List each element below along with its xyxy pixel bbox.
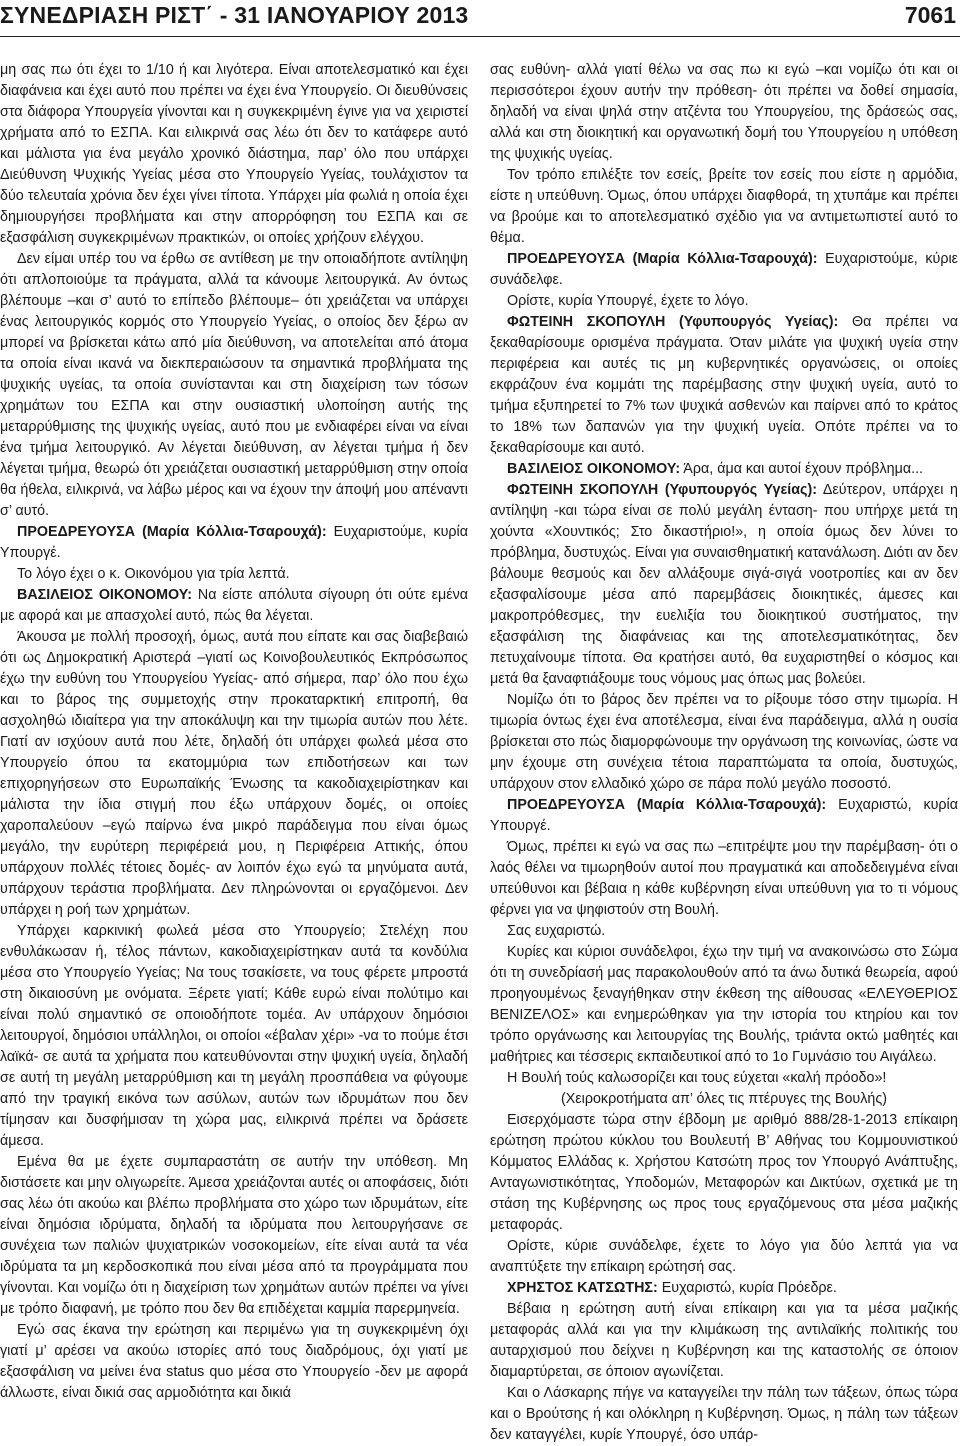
paragraph-text: Άρα, άμα και αυτοί έχουν πρόβλημα... xyxy=(680,461,924,477)
paragraph xyxy=(490,60,958,165)
paragraph-text: Ορίστε, κυρία Υπουργέ, έχετε το λόγο. xyxy=(507,293,749,309)
paragraph-text: Κυρίες και κύριοι συνάδελφοι, έχω την τιμή να ανακοινώσω στο Σώμα ότι τη συνεδρίασή μας παρακολουθούν από τα άνω δυτικά θεωρεία, αφού προηγουμένως ξεναγήθηκαν στην έκθεση της αίθουσας «ΕΛΕΥΘΕΡΙΟΣ ΒΕΝΙΖΕΛΟΣ» και ενημερώθηκαν για την ιστορία του κτηρίου και τον τρόπο οργάνωσης και λειτουργίας της Βουλής, τριάντα οκτώ μαθητές και μαθήτριες και τέσσερις εκπαιδευτικοί από το 1ο Γυμνάσιο του Αιγάλεω. xyxy=(490,944,958,1065)
speaker-name: ΦΩΤΕΙΝΗ ΣΚΟΠΟΥΛΗ (Υφυπουργός Υγείας): xyxy=(507,482,818,498)
paragraph xyxy=(0,585,468,627)
page-header xyxy=(0,0,960,30)
paragraph-text: Δεύτερον, υπάρχει η αντίληψη -και τώρα είναι σε πολύ μεγάλη ένταση- που υπήρχε μετά τη χούντα «Χουντικός; Στο δικαστήριο!», η οποία όμως δεν λύνει το πρόβλημα, δυστυχώς. Είναι για συναισθηματική κατανάλωση. Διότι αν δεν βάλουμε θεσμούς και δεν αλλάξουμε σιγά-σιγά νοοτροπίες και αν δεν εξασφαλίσουμε μέσα από παρεμβάσεις διοικητικές, άμεσες και μακροπρόθεσμες, την ευελιξία του διοικητικού συστήματος, την εξασφάλιση της διαφάνειας και της αποτελεσματικότητας, δεν πετυχαίνουμε τίποτα. Θα κρατήσει αυτό, θα ευχαριστηθεί ο κόσμος και μετά θα ξαναφτιάξουμε τους νόμους μας όπως μας βολεύει. xyxy=(490,482,958,687)
paragraph xyxy=(0,60,468,249)
paragraph xyxy=(490,690,958,795)
header-rule xyxy=(0,36,960,37)
paragraph-text: Θα πρέπει να ξεκαθαρίσουμε ορισμένα πράγματα. Όταν μιλάτε για ψυχική υγεία στην περιφέρεια και αυτές τις μη κυβερνητικές οργανώσεις, οι οποίες εκφράζουν ένα κομμάτι της παρέμβασης στην ψυχική υγεία, αυτό το τμήμα εξυπηρετεί το 7% των ψυχικά ασθενών και παίρνει από το κράτος το 18% των δαπανών για την ψυχική υγεία. Οπότε πρέπει να το ξεκαθαρίσουμε και αυτό. xyxy=(490,314,958,456)
speaker-name: ΦΩΤΕΙΝΗ ΣΚΟΠΟΥΛΗ (Υφυπουργός Υγείας): xyxy=(507,314,839,330)
speaker-name: ΠΡΟΕΔΡΕΥΟΥΣΑ (Μαρία Κόλλια-Τσαρουχά): xyxy=(507,251,818,267)
paragraph-text: Ευχαριστώ, κυρία Υπουργέ. xyxy=(490,797,958,834)
left-column xyxy=(0,60,468,1404)
paragraph xyxy=(490,459,958,480)
paragraph xyxy=(490,1110,958,1236)
paragraph xyxy=(490,480,958,690)
paragraph-text: (Χειροκροτήματα απ’ όλες τις πτέρυγες της Βουλής) xyxy=(561,1091,887,1107)
speaker-name: ΠΡΟΕΔΡΕΥΟΥΣΑ (Μαρία Κόλλια-Τσαρουχά): xyxy=(17,524,327,540)
paragraph xyxy=(490,795,958,837)
session-title: ΣΥΝΕΔΡΙΑΣΗ ΡΙΣΤ΄ - 31 ΙΑΝΟΥΑΡΙΟΥ 2013 xyxy=(0,2,469,28)
paragraph xyxy=(490,942,958,1068)
paragraph-text: σας ευθύνη- αλλά γιατί θέλω να σας πω κι εγώ –και νομίζω ότι και οι περισσότεροι έχουν αυτήν την πρόθεση- ότι πρέπει να δοθεί σημασία, δηλαδή να είναι ψηλά στην ατζέντα του Υπουργείου, της δράσεώς σας, αλλά και στη διοικητική και οργανωτική δομή του Υπουργείου η υπόθεση της ψυχικής υγείας. xyxy=(490,62,958,162)
paragraph-text: Ευχαριστούμε, κύριε συνάδελφε. xyxy=(490,251,958,288)
paragraph-text: Να είστε απόλυτα σίγουρη ότι ούτε εμένα με αφορά και με απασχολεί αυτό, πώς θα λέγεται. xyxy=(0,587,468,624)
paragraph xyxy=(0,921,468,1152)
paragraph xyxy=(490,1383,958,1446)
paragraph-text: Το λόγο έχει ο κ. Οικονόμου για τρία λεπτά. xyxy=(17,566,290,582)
paragraph-text: Σας ευχαριστώ. xyxy=(507,923,606,939)
paragraph-text: Βέβαια η ερώτηση αυτή είναι επίκαιρη και για τα μέσα μαζικής μεταφοράς αλλά και για την κλιμάκωση της αντιλαϊκής πολιτικής του αυταρχισμού που δείχνει η Κυβέρνηση και της καταστολής σε όποιον διαμαρτύρεται, σε όποιον αγωνίζεται. xyxy=(490,1301,958,1380)
paragraph-text: Εισερχόμαστε τώρα στην έβδομη με αριθμό 888/28-1-2013 επίκαιρη ερώτηση πρώτου κύκλου του Βουλευτή Β’ Αθήνας του Κομμουνιστικού Κόμματος Ελλάδας κ. Χρήστου Κατσώτη προς τον Υπουργό Ανάπτυξης, Ανταγωνιστικότητας, Υποδομών, Μεταφορών και Δικτύων, σχετικά με τη στάση της Κυβέρνησης ως προς τους εργαζόμενους στα μέσα μαζικής μεταφοράς. xyxy=(490,1112,958,1233)
paragraph xyxy=(0,564,468,585)
paragraph-text: μη σας πω ότι έχει το 1/10 ή και λιγότερα. Είναι αποτελεσματικό και έχει διαφάνεια και έχει αυτό που πρέπει να έχει ένα Υπουργείο. Οι διευθύνσεις στα διάφορα Υπουργεία γίνονται και η συγκεκριμένη έγινε για να χειριστεί χρήματα από το ΕΣΠΑ. Και ειλικρινά σας λέω ότι δεν το κατάφερε αυτό και μάλιστα για ένα μεγάλο χρονικό διάστημα, παρ’ όλο που υπάρχει Διεύθυνση Ψυχικής Υγείας μέσα στο Υπουργείο Υγείας, τουλάχιστον τα δύο τελευταία χρόνια δεν έχει γίνει τίποτα. Υπάρχει μία φωλιά η οποία έχει δημιουργήσει προβλήματα και στην απορρόφηση του ΕΣΠΑ και σε εξασφάλιση συγκεκριμένων πρακτικών, οι οποίες χρήζουν ελέγχου. xyxy=(0,62,468,246)
paragraph-text: Ευχαριστώ, κυρία Πρόεδρε. xyxy=(657,1280,837,1296)
speaker-name: ΒΑΣΙΛΕΙΟΣ ΟΙΚΟΝΟΜΟΥ: xyxy=(507,461,681,477)
paragraph xyxy=(490,1236,958,1278)
paragraph xyxy=(490,837,958,921)
paragraph xyxy=(490,1068,958,1089)
paragraph xyxy=(0,522,468,564)
speaker-name: ΒΑΣΙΛΕΙΟΣ ΟΙΚΟΝΟΜΟΥ: xyxy=(17,587,193,603)
paragraph-text: Ευχαριστούμε, κυρία Υπουργέ. xyxy=(0,524,468,561)
paragraph xyxy=(0,1152,468,1320)
paragraph xyxy=(490,312,958,459)
paragraph-text: Και ο Λάσκαρης πήγε να καταγγείλει την πάλη των τάξεων, όπως τώρα και ο Βρούτσης ή και ολόκληρη η Κυβέρνηση. Όμως, η πάλη των τάξεων δεν καταγγέλει, κυρίε Υπουργέ, όσο υπάρ- xyxy=(490,1385,958,1443)
speaker-name: ΧΡΗΣΤΟΣ ΚΑΤΣΩΤΗΣ: xyxy=(507,1280,658,1296)
paragraph xyxy=(0,249,468,522)
paragraph xyxy=(490,249,958,291)
paragraph-text: Ορίστε, κύριε συνάδελφε, έχετε το λόγο για δύο λεπτά για να αναπτύξετε την επίκαιρη ερώτησή σας. xyxy=(490,1238,958,1275)
paragraph xyxy=(0,627,468,921)
paragraph-text: Εγώ σας έκανα την ερώτηση και περιμένω για τη συγκεκριμένη όχι γιατί μ’ αρέσει να ακούω ιστορίες από τους διαδρόμους, όχι γιατί με εξασφάλιση να μείνει ένα status quo μέσα στο Υπουργείο -δεν με αφορά άλλωστε, είναι δικιά σας αρμοδιότητα και δικιά xyxy=(0,1322,468,1401)
paragraph-text: Η Βουλή τούς καλωσορίζει και τους εύχεται «καλή πρόοδο»! xyxy=(507,1070,887,1086)
paragraph xyxy=(490,165,958,249)
paragraph xyxy=(490,291,958,312)
paragraph-text: Άκουσα με πολλή προσοχή, όμως, αυτά που είπατε και σας διαβεβαιώ ότι ως Δημοκρατική Αριστερά –γιατί ως Κοινοβουλευτικός Εκπρόσωπος έχω την ευθύνη του Υπουργείου Υγείας- από σήμερα, παρ’ όλο που έχω και το βάρος της συμμετοχής στην προκαταρκτική επιτροπή, θα ασχοληθώ ιδιαίτερα για την αποκάλυψη και την τιμωρία αυτών που λέτε. Γιατί αν ισχύουν αυτά που λέτε, δηλαδή ότι υπάρχει φωλεά μέσα στο Υπουργείο όπου τα εκατομμύρια των επιδοτήσεων και των επιχορηγήσεων στο Ευρωπαϊκής Ένωσης τα κακοδιαχειρίστηκαν και μάλιστα την ίδια στιγμή που έξω υπάρχουν δομές, οι οποίες χαροπαλεύουν –εγώ παίρνω ένα μικρό παράδειγμα που είναι όμως μεγάλο, την ευρύτερη περιφέρειά μου, η Περιφέρεια Αττικής, όπου υπάρχουν πολλές τέτοιες δομές- αν λοιπόν έχω εγώ τα μηνύματα αυτά, υπάρχουν τεράστια προβλήματα. Δεν πληρώνονται οι εργαζόμενοι. Δεν υπάρχει η ροή των χρημάτων. xyxy=(0,629,468,918)
paragraph xyxy=(490,1299,958,1383)
speaker-name: ΠΡΟΕΔΡΕΥΟΥΣΑ (Μαρία Κόλλια-Τσαρουχά): xyxy=(507,797,827,813)
paragraph-text: Εμένα θα με έχετε συμπαραστάτη σε αυτήν την υπόθεση. Μη διστάσετε και μην ολιγωρείτε. Άμεσα χρειάζονται αυτές οι αποφάσεις, διότι σας λέω ότι ακούω και βλέπω προβλήματα στο χώρο των ιδρυμάτων, είτε είναι δημόσια ιδρύματα, δηλαδή τα ιδρύματα που λειτουργήσανε σε συνέχεια των παλιών ψυχιατρικών νοσοκομείων, είτε είναι αυτά τα νέα ιδρύματα τα μη κερδοσκοπικά που είναι μέσα από τα προγράμματα που γίνονται. Και νομίζω ότι η διαχείριση των χρημάτων αυτών πρέπει να γίνει με τρόπο διαφανή, με τρόπο που δεν θα επιδέχεται καμμία παρερμηνεία. xyxy=(0,1154,468,1317)
paragraph xyxy=(0,1320,468,1404)
page-number: 7061 xyxy=(904,2,956,28)
right-column xyxy=(490,60,958,1446)
paragraph-text: Τον τρόπο επιλέξτε τον εσείς, βρείτε τον εσείς που είστε η αρμόδια, είστε η υπεύθυνη. Όμως, όπου υπάρχει διαφθορά, τη χτυπάμε και πρέπει να βρούμε και το αποτελεσματικό σχέδιο για να αντιμετωπιστεί αυτό το θέμα. xyxy=(490,167,958,246)
paragraph-text: Υπάρχει καρκινική φωλεά μέσα στο Υπουργείο; Στελέχη που ενθυλάκωσαν ή, τέλος πάντων, κακοδιαχειρίστηκαν αυτά τα κονδύλια μέσα στο Υπουργείο Υγείας; Να τους τσακίσετε, να τους φέρετε μπροστά στη δικαιοσύνη με ονόματα. Ξέρετε γιατί; Κάθε ευρώ είναι πολύτιμο και είναι πολύ σημαντικό σε οποιοδήποτε τομέα. Αν υπάρχουν δημόσιοι λειτουργοί, δημόσιοι υπάλληλοι, οι οποίοι «έβαλαν χέρι» -να το πούμε έτσι λαϊκά- σε αυτά τα χρήματα που κατευθύνονται στην ψυχική υγεία, δηλαδή σε αυτή τη μεγάλη μεταρρύθμιση και τη μεγάλη προσπάθεια να φύγουμε από την τραγική εικόνα των ασύλων, αυτών των ιδρυμάτων που δεν τίμησαν και δυσφήμισαν τη χώρα μας, ειλικρινά πρέπει να δράσετε άμεσα. xyxy=(0,923,468,1149)
paragraph xyxy=(490,1278,958,1299)
paragraph-text: Δεν είμαι υπέρ του να έρθω σε αντίθεση με την οποιαδήποτε αντίληψη ότι απλοποιούμε τα πράγματα, αλλά τα κάνουμε λειτουργικά. Αν όντως βλέπουμε –και σ’ αυτό το επίπεδο βλέπουμε– ότι χρειάζεται να υπάρχει ένας λειτουργικός κορμός στο Υπουργείο Υγείας, ο οποίος δεν ξέρω αν μπορεί να βρίσκεται κάτω από μία διεύθυνση, να αποτελείται από άτομα τα οποία είναι ικανά να διεκπεραιώσουν τα σημαντικά προβλήματα της ψυχικής υγείας, τα οποία συνίστανται και στη διαχείριση των τόσων χρημάτων του ΕΣΠΑ και στην ουσιαστική υλοποίηση αυτής της μεταρρύθμισης της ψυχικής υγείας, αυτό που με ενδιαφέρει είναι να είναι ένα τμήμα λειτουργικό. Αν λέγεται διεύθυνση, αν λέγεται τμήμα ή δεν λέγεται τμήμα, θεωρώ ότι χρειάζεται ουσιαστική μεταρρύθμιση στην οποία θα ήθελα, ειλικρινά, να λάβω μέρος και να έχουν την άποψή μου απέναντι σ’ αυτό. xyxy=(0,251,468,519)
paragraph-text: Όμως, πρέπει κι εγώ να σας πω –επιτρέψτε μου την παρέμβαση- ότι ο λαός θέλει να τιμωρηθούν αυτοί που πραγματικά και αποδεδειγμένα είναι υπεύθυνοι και βέβαια η κάθε κυβέρνηση είναι υπεύθυνη για το τι νόμους φέρνει για να ψηφιστούν στη Βουλή. xyxy=(490,839,958,918)
paragraph xyxy=(490,1089,958,1110)
paragraph-text: Νομίζω ότι το βάρος δεν πρέπει να το ρίξουμε τόσο στην τιμωρία. Η τιμωρία όντως έχει ένα αποτέλεσμα, είναι ένα παράδειγμα, αλλά η ουσία βρίσκεται στο πώς διαμορφώνουμε την οργάνωση της κοινωνίας, ώστε να μην έχουμε στη συνέχεια τέτοια παραπτώματα τα οποία, δυστυχώς, υπάρχουν στον ελλαδικό χώρο σε πάρα πολύ μεγάλο ποσοστό. xyxy=(490,692,958,792)
paragraph xyxy=(490,921,958,942)
